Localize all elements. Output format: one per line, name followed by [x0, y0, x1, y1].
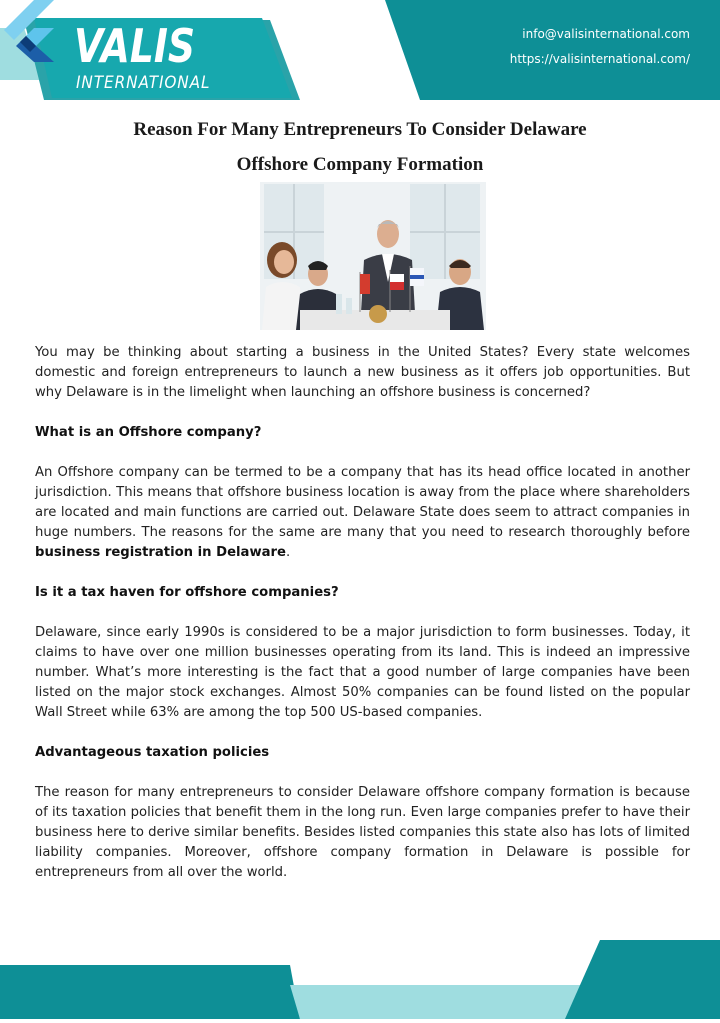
footer-banner: [0, 940, 720, 1019]
business-meeting-photo: [260, 182, 486, 330]
section-heading-tax-haven: Is it a tax haven for offshore companies?: [35, 585, 339, 600]
contact-email[interactable]: info@valisinternational.com: [522, 27, 690, 41]
offshore-paragraph-end: .: [286, 545, 291, 560]
taxation-paragraph: The reason for many entrepreneurs to consider Delaware offshore company formation is because of its taxation policies that benefit them in the long run. Even large companies prefer to have their business here to derive similar benefits. Besides listed companies this state also has lots of limited liability companies. Moreover, offshore company formation in Delaware is possible for entrepreneurs from all over the world.: [35, 785, 690, 880]
offshore-paragraph: [35, 463, 690, 563]
page-title-line-2: Offshore Company Formation: [236, 154, 484, 175]
page-title-line-1: Reason For Many Entrepreneurs To Consider Delaware: [133, 119, 587, 140]
article-body: [35, 343, 690, 903]
page-title: [60, 112, 660, 182]
section-heading-offshore: What is an Offshore company?: [35, 425, 262, 440]
intro-paragraph: You may be thinking about starting a business in the United States? Every state welcomes domestic and foreign entrepreneurs to launch a new business as it offers job opportunities. But why Delaware is in the limelight when launching an offshore business is concerned?: [35, 345, 690, 400]
offshore-paragraph-text: An Offshore company can be termed to be a company that has its head office located in another jurisdiction. This means that offshore business location is away from the place where shareholders are located and main functions are carried out. Delaware State does seem to attract companies in huge numbers. The reasons for the same are many that you need to research thoroughly before: [35, 465, 690, 540]
tax-haven-paragraph: Delaware, since early 1990s is considered to be a major jurisdiction to form businesses. Today, it claims to have over one million businesses operating from its land. This is indeed an impressive number. What’s more interesting is the fact that a good number of large companies have been listed on the major stock exchanges. Almost 50% companies can be found listed on the popular Wall Street while 63% are among the top 500 US-based companies.: [35, 625, 690, 720]
business-registration-link[interactable]: business registration in Delaware: [35, 545, 286, 560]
header-banner: [0, 0, 720, 102]
logo-wordmark: VALIS: [74, 19, 196, 73]
flutter-logo-icon: [0, 0, 56, 62]
logo-subtitle: INTERNATIONAL: [76, 73, 211, 93]
section-heading-taxation: Advantageous taxation policies: [35, 745, 270, 760]
footer-background: [0, 940, 720, 1019]
contact-website[interactable]: https://valisinternational.com/: [509, 52, 690, 66]
